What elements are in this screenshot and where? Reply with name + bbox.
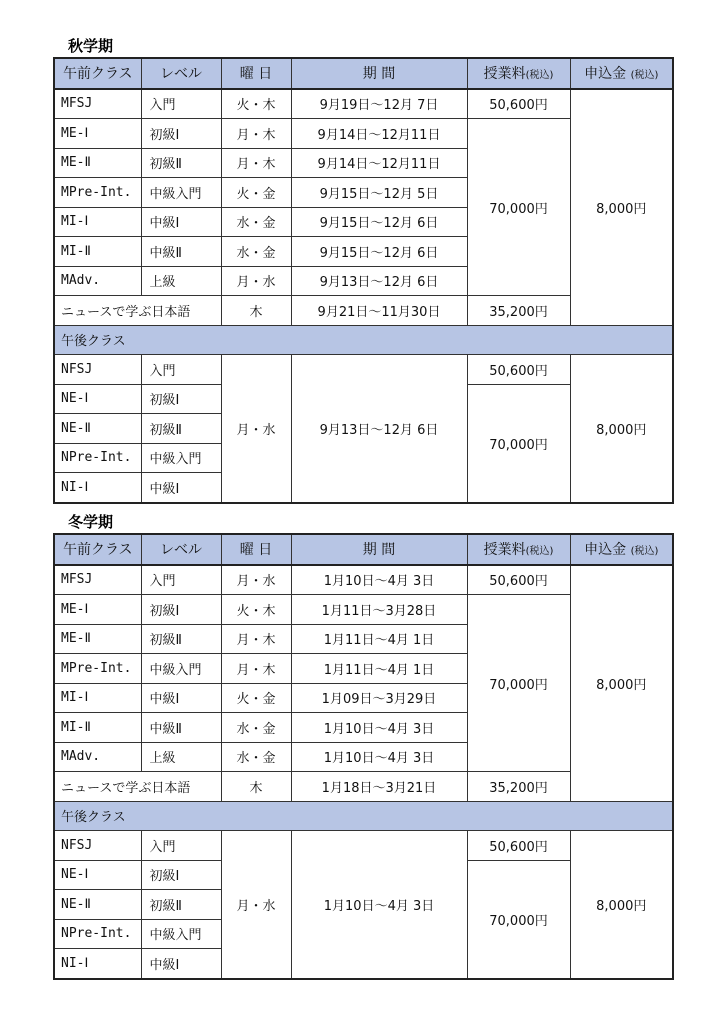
tuition-cell: 70,000円	[467, 860, 570, 979]
class-days: 木	[221, 296, 291, 326]
class-level: 中級Ⅰ	[141, 949, 221, 979]
news-class-label: ニュースで学ぶ日本語	[54, 772, 221, 802]
class-level: 中級入門	[141, 178, 221, 208]
class-level: 初級Ⅱ	[141, 414, 221, 444]
class-level: 入門	[141, 89, 221, 119]
class-level: 初級Ⅱ	[141, 890, 221, 920]
table-header-row	[54, 58, 673, 89]
class-code: MPre-Int.	[54, 654, 141, 684]
class-level: 中級Ⅰ	[141, 683, 221, 713]
class-level: 中級入門	[141, 919, 221, 949]
class-code: MI-Ⅱ	[54, 713, 141, 743]
tuition-cell: 50,600円	[467, 831, 570, 861]
class-days: 月・木	[221, 654, 291, 684]
tuition-cell: 35,200円	[467, 772, 570, 802]
header-level: レベル	[141, 58, 221, 89]
afternoon-band	[54, 801, 673, 831]
class-level: 初級Ⅱ	[141, 148, 221, 178]
class-days: 水・金	[221, 207, 291, 237]
class-days: 月・水	[221, 266, 291, 296]
header-class: 午前クラス	[54, 58, 141, 89]
class-code: ME-Ⅰ	[54, 595, 141, 625]
class-period: 1月10日〜4月 3日	[291, 831, 467, 979]
class-level: 入門	[141, 831, 221, 861]
class-code: ME-Ⅱ	[54, 148, 141, 178]
class-level: 上級	[141, 266, 221, 296]
tuition-cell: 50,600円	[467, 355, 570, 385]
tuition-cell: 70,000円	[467, 119, 570, 296]
table-row	[54, 89, 673, 119]
table-row	[54, 565, 673, 595]
class-level: 中級Ⅱ	[141, 237, 221, 267]
class-code: NFSJ	[54, 831, 141, 861]
class-period: 1月18日〜3月21日	[291, 772, 467, 802]
afternoon-label: 午後クラス	[54, 801, 673, 831]
class-days: 月・水	[221, 355, 291, 503]
class-code: NPre-Int.	[54, 443, 141, 473]
header-fee: 申込金 (税込)	[570, 58, 673, 89]
class-days: 月・木	[221, 119, 291, 149]
news-class-label: ニュースで学ぶ日本語	[54, 296, 221, 326]
class-level: 初級Ⅰ	[141, 860, 221, 890]
header-fee: 申込金 (税込)	[570, 534, 673, 565]
class-period: 9月14日〜12月11日	[291, 148, 467, 178]
class-code: ME-Ⅱ	[54, 624, 141, 654]
class-level: 初級Ⅰ	[141, 384, 221, 414]
class-period: 1月11日〜4月 1日	[291, 624, 467, 654]
class-code: MAdv.	[54, 266, 141, 296]
class-level: 中級入門	[141, 654, 221, 684]
class-days: 水・金	[221, 713, 291, 743]
class-period: 1月09日〜3月29日	[291, 683, 467, 713]
class-level: 初級Ⅱ	[141, 624, 221, 654]
table-row	[54, 355, 673, 385]
class-level: 初級Ⅰ	[141, 119, 221, 149]
class-code: ME-Ⅰ	[54, 119, 141, 149]
header-class: 午前クラス	[54, 534, 141, 565]
class-code: MFSJ	[54, 89, 141, 119]
winter-term-title: 冬学期	[68, 513, 114, 531]
class-code: MI-Ⅰ	[54, 207, 141, 237]
class-days: 月・木	[221, 148, 291, 178]
class-code: MPre-Int.	[54, 178, 141, 208]
class-days: 月・水	[221, 565, 291, 595]
class-code: NE-Ⅱ	[54, 414, 141, 444]
class-code: NI-Ⅰ	[54, 473, 141, 503]
class-period: 9月15日〜12月 6日	[291, 237, 467, 267]
header-days: 曜 日	[221, 534, 291, 565]
class-code: MI-Ⅱ	[54, 237, 141, 267]
class-days: 木	[221, 772, 291, 802]
fee-cell: 8,000円	[570, 355, 673, 503]
class-period: 1月10日〜4月 3日	[291, 713, 467, 743]
header-days: 曜 日	[221, 58, 291, 89]
header-level: レベル	[141, 534, 221, 565]
class-code: NE-Ⅰ	[54, 384, 141, 414]
tuition-cell: 70,000円	[467, 595, 570, 772]
class-level: 初級Ⅰ	[141, 595, 221, 625]
header-period: 期 間	[291, 534, 467, 565]
class-level: 入門	[141, 565, 221, 595]
class-code: NE-Ⅱ	[54, 890, 141, 920]
winter-schedule-table	[53, 533, 674, 980]
tuition-cell: 50,600円	[467, 89, 570, 119]
class-period: 1月11日〜4月 1日	[291, 654, 467, 684]
class-period: 9月19日〜12月 7日	[291, 89, 467, 119]
class-period: 9月14日〜12月11日	[291, 119, 467, 149]
class-days: 水・金	[221, 742, 291, 772]
class-days: 月・水	[221, 831, 291, 979]
class-days: 月・木	[221, 624, 291, 654]
class-period: 9月13日〜12月 6日	[291, 266, 467, 296]
class-days: 火・木	[221, 89, 291, 119]
header-tuition: 授業料(税込)	[467, 58, 570, 89]
autumn-term-title: 秋学期	[68, 37, 114, 55]
tuition-cell: 35,200円	[467, 296, 570, 326]
class-period: 1月11日〜3月28日	[291, 595, 467, 625]
class-code: NFSJ	[54, 355, 141, 385]
class-days: 火・金	[221, 683, 291, 713]
class-days: 火・金	[221, 178, 291, 208]
class-code: MFSJ	[54, 565, 141, 595]
class-level: 中級Ⅰ	[141, 207, 221, 237]
class-code: MI-Ⅰ	[54, 683, 141, 713]
class-period: 9月13日〜12月 6日	[291, 355, 467, 503]
header-period: 期 間	[291, 58, 467, 89]
class-level: 中級Ⅱ	[141, 713, 221, 743]
class-code: NI-Ⅰ	[54, 949, 141, 979]
fee-cell: 8,000円	[570, 565, 673, 802]
header-tuition: 授業料(税込)	[467, 534, 570, 565]
class-days: 水・金	[221, 237, 291, 267]
class-level: 上級	[141, 742, 221, 772]
table-header-row	[54, 534, 673, 565]
class-level: 入門	[141, 355, 221, 385]
class-level: 中級入門	[141, 443, 221, 473]
afternoon-label: 午後クラス	[54, 325, 673, 355]
class-level: 中級Ⅰ	[141, 473, 221, 503]
class-code: NE-Ⅰ	[54, 860, 141, 890]
class-days: 火・木	[221, 595, 291, 625]
tuition-cell: 50,600円	[467, 565, 570, 595]
class-period: 9月15日〜12月 6日	[291, 207, 467, 237]
table-row	[54, 831, 673, 861]
class-code: NPre-Int.	[54, 919, 141, 949]
class-period: 1月10日〜4月 3日	[291, 742, 467, 772]
class-period: 9月21日〜11月30日	[291, 296, 467, 326]
class-code: MAdv.	[54, 742, 141, 772]
tuition-cell: 70,000円	[467, 384, 570, 503]
fee-cell: 8,000円	[570, 831, 673, 979]
class-period: 1月10日〜4月 3日	[291, 565, 467, 595]
afternoon-band	[54, 325, 673, 355]
fee-cell: 8,000円	[570, 89, 673, 326]
autumn-schedule-table	[53, 57, 674, 504]
class-period: 9月15日〜12月 5日	[291, 178, 467, 208]
